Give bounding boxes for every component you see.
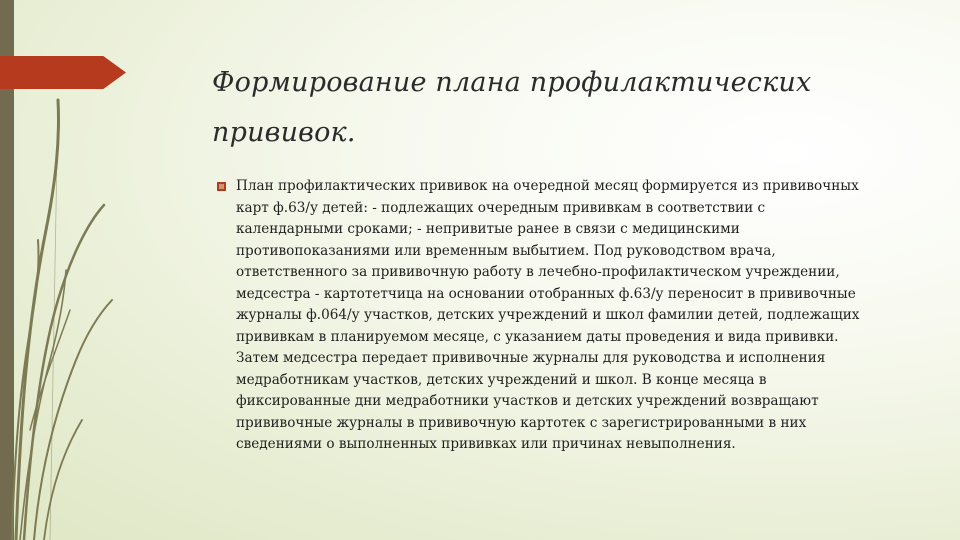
- body-paragraph: План профилактических прививок на очередной месяц формируется из прививочных карт ф.63/у детей: - подлежащих очередным прививкам в соответствии с календарными сроками; - непривитые ранее в связи с медицинскими противопоказаниями или временным выбытием. Под руководством врача, ответственного за прививочную работу в лечебно-профилактическом учреждении, медсестра - картотетчица на основании отобранных ф.63/у переносит в прививочные журналы ф.064/у участков, детских учреждений и школ фамилии детей, подлежащих прививкам в планируемом месяце, с указанием даты проведения и вида прививки. Затем медсестра передает прививочные журналы для руководства и исполнения медработникам участков, детских учреждений и школ. В конце месяца в фиксированные дни медработники участков и детских учреждений возвращают прививочные журналы в прививочную картотек с зарегистрированными в них сведениями о выполненных прививках или причинах невыполнения.: [236, 178, 860, 452]
- square-bullet-icon: [216, 181, 227, 192]
- slide-title: Формирование плана профилактических прививок.: [212, 67, 812, 148]
- accent-arrow: [0, 56, 126, 89]
